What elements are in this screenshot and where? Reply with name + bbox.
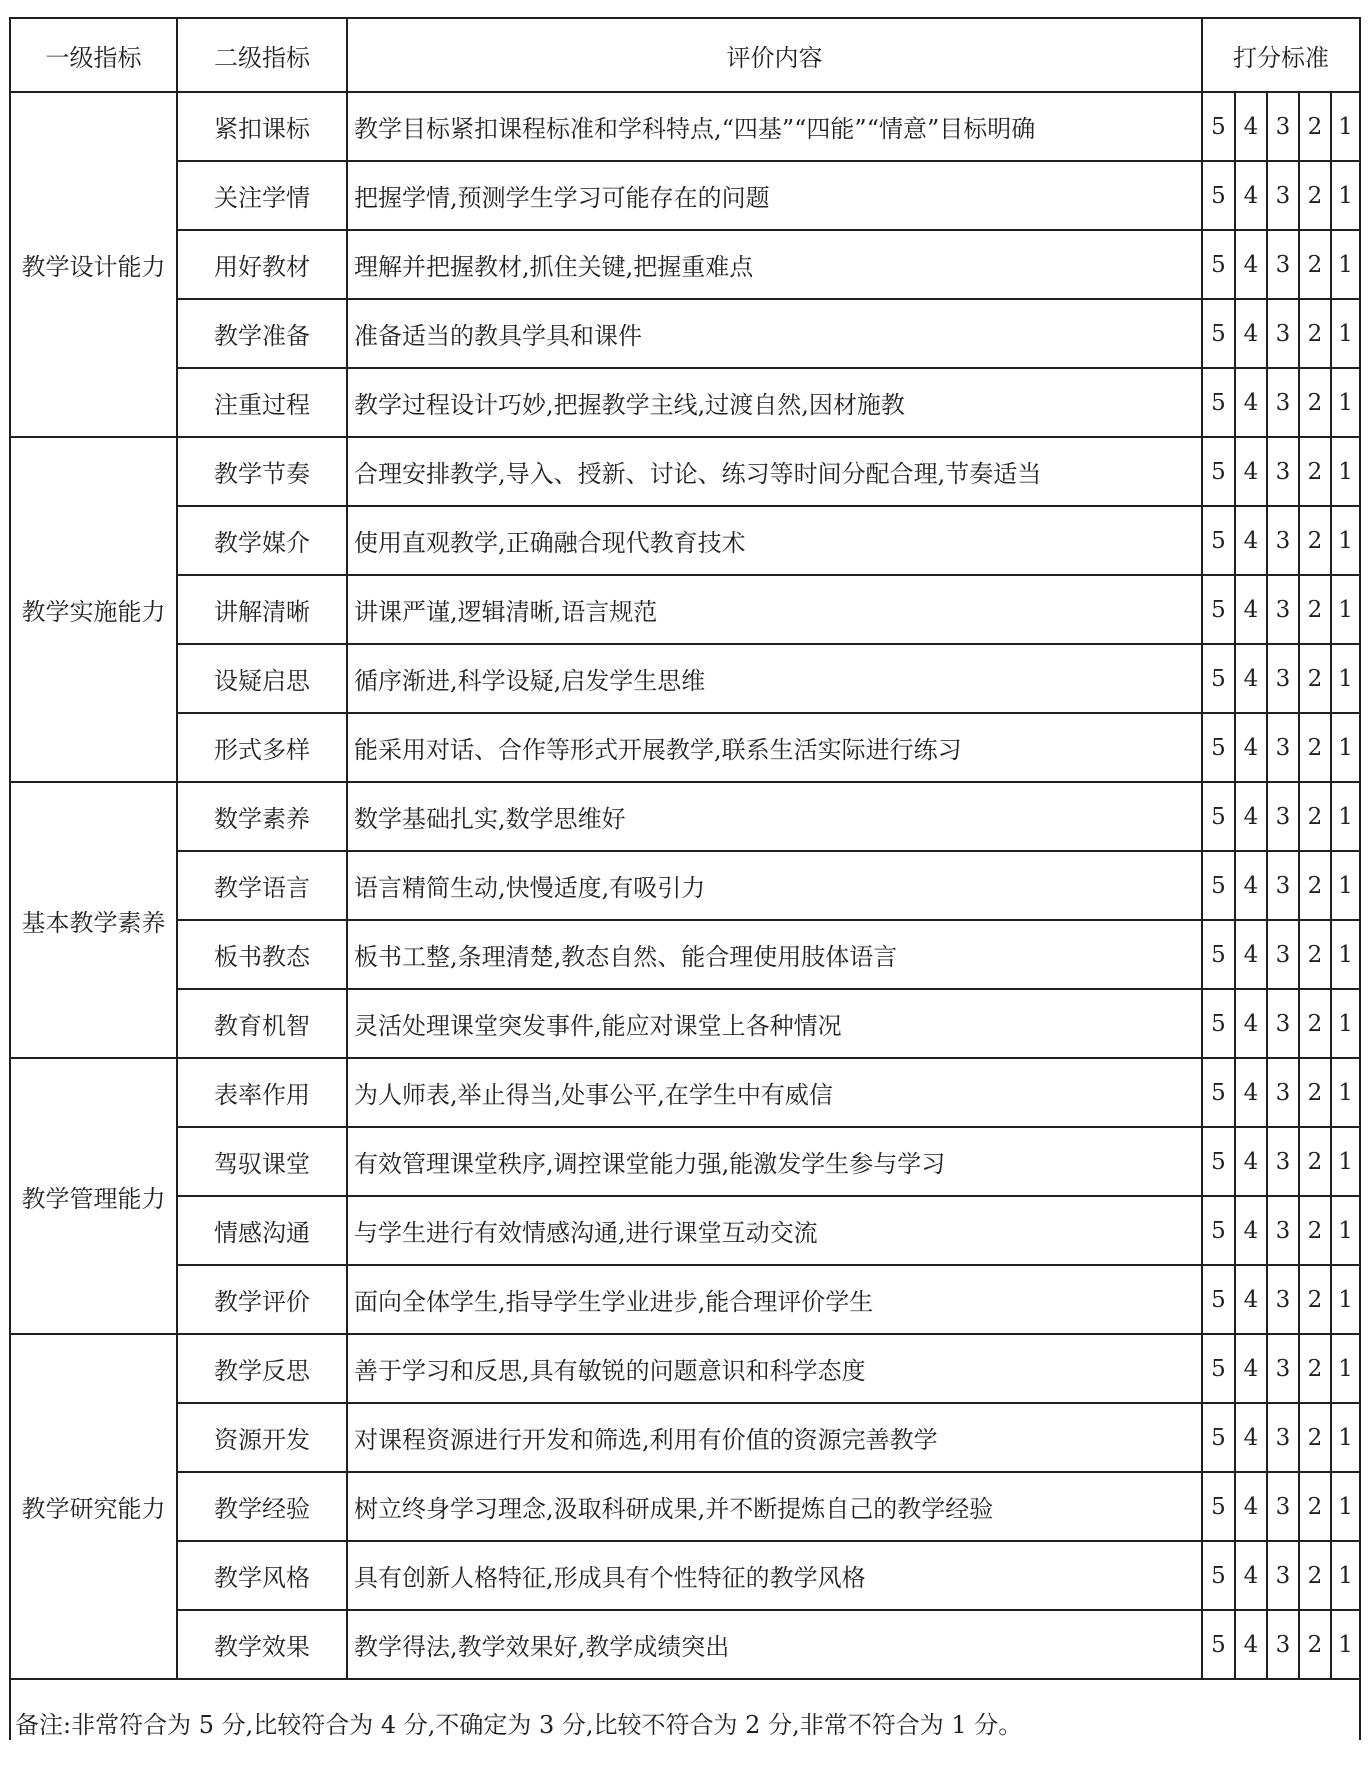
score-option[interactable]: 3 <box>1267 575 1299 644</box>
score-option[interactable]: 4 <box>1235 506 1267 575</box>
level2-indicator: 教学经验 <box>177 1472 347 1541</box>
table-row <box>10 299 1360 368</box>
evaluation-content: 为人师表,举止得当,处事公平,在学生中有威信 <box>347 1058 1202 1127</box>
level2-indicator: 注重过程 <box>177 368 347 437</box>
level2-indicator: 教学媒介 <box>177 506 347 575</box>
score-option[interactable]: 4 <box>1235 713 1267 782</box>
score-option[interactable]: 3 <box>1267 920 1299 989</box>
table-row <box>10 1472 1360 1541</box>
score-option[interactable]: 3 <box>1267 368 1299 437</box>
table-body <box>10 92 1360 1679</box>
score-option[interactable]: 4 <box>1235 575 1267 644</box>
level2-indicator: 教学节奏 <box>177 437 347 506</box>
score-option[interactable]: 1 <box>1331 644 1360 713</box>
table-row <box>10 506 1360 575</box>
evaluation-content: 灵活处理课堂突发事件,能应对课堂上各种情况 <box>347 989 1202 1058</box>
score-option[interactable]: 3 <box>1267 713 1299 782</box>
evaluation-content: 数学基础扎实,数学思维好 <box>347 782 1202 851</box>
score-option[interactable]: 5 <box>1202 1472 1235 1541</box>
score-option[interactable]: 1 <box>1331 1610 1360 1679</box>
score-option[interactable]: 5 <box>1202 368 1235 437</box>
score-option[interactable]: 5 <box>1202 851 1235 920</box>
level1-indicator: 基本教学素养 <box>10 782 177 1058</box>
score-option[interactable]: 2 <box>1299 1610 1331 1679</box>
score-option[interactable]: 4 <box>1235 989 1267 1058</box>
score-option[interactable]: 2 <box>1299 437 1331 506</box>
score-option[interactable]: 4 <box>1235 1058 1267 1127</box>
level1-indicator: 教学管理能力 <box>10 1058 177 1334</box>
score-option[interactable]: 4 <box>1235 1472 1267 1541</box>
header-level1: 一级指标 <box>10 18 177 92</box>
header-level2: 二级指标 <box>177 18 347 92</box>
score-option[interactable]: 5 <box>1202 989 1235 1058</box>
table-row <box>10 368 1360 437</box>
score-option[interactable]: 3 <box>1267 644 1299 713</box>
evaluation-content: 教学过程设计巧妙,把握教学主线,过渡自然,因材施教 <box>347 368 1202 437</box>
level2-indicator: 资源开发 <box>177 1403 347 1472</box>
score-option[interactable]: 3 <box>1267 1403 1299 1472</box>
level2-indicator: 数学素养 <box>177 782 347 851</box>
evaluation-content: 具有创新人格特征,形成具有个性特征的教学风格 <box>347 1541 1202 1610</box>
score-option[interactable]: 1 <box>1331 1265 1360 1334</box>
score-option[interactable]: 5 <box>1202 575 1235 644</box>
score-option[interactable]: 2 <box>1299 230 1331 299</box>
score-option[interactable]: 2 <box>1299 989 1331 1058</box>
table-row <box>10 92 1360 161</box>
evaluation-content: 准备适当的教具学具和课件 <box>347 299 1202 368</box>
score-option[interactable]: 3 <box>1267 989 1299 1058</box>
level2-indicator: 用好教材 <box>177 230 347 299</box>
score-option[interactable]: 4 <box>1235 92 1267 161</box>
score-option[interactable]: 5 <box>1202 92 1235 161</box>
score-option[interactable]: 3 <box>1267 1610 1299 1679</box>
evaluation-content: 合理安排教学,导入、授新、讨论、练习等时间分配合理,节奏适当 <box>347 437 1202 506</box>
score-option[interactable]: 5 <box>1202 644 1235 713</box>
evaluation-content: 板书工整,条理清楚,教态自然、能合理使用肢体语言 <box>347 920 1202 989</box>
score-option[interactable]: 5 <box>1202 230 1235 299</box>
score-option[interactable]: 5 <box>1202 782 1235 851</box>
score-option[interactable]: 4 <box>1235 230 1267 299</box>
score-option[interactable]: 1 <box>1331 851 1360 920</box>
score-option[interactable]: 5 <box>1202 161 1235 230</box>
score-option[interactable]: 1 <box>1331 230 1360 299</box>
score-option[interactable]: 1 <box>1331 575 1360 644</box>
table-row <box>10 851 1360 920</box>
level2-indicator: 形式多样 <box>177 713 347 782</box>
score-option[interactable]: 1 <box>1331 1334 1360 1403</box>
score-option[interactable]: 3 <box>1267 1265 1299 1334</box>
table-row <box>10 1265 1360 1334</box>
score-option[interactable]: 4 <box>1235 1403 1267 1472</box>
table-row <box>10 644 1360 713</box>
table-row <box>10 713 1360 782</box>
level2-indicator: 教学效果 <box>177 1610 347 1679</box>
table-row <box>10 230 1360 299</box>
level2-indicator: 教学反思 <box>177 1334 347 1403</box>
score-option[interactable]: 1 <box>1331 989 1360 1058</box>
header-content: 评价内容 <box>347 18 1202 92</box>
score-option[interactable]: 2 <box>1299 713 1331 782</box>
score-option[interactable]: 3 <box>1267 230 1299 299</box>
score-option[interactable]: 4 <box>1235 161 1267 230</box>
table-row <box>10 1610 1360 1679</box>
evaluation-content: 教学目标紧扣课程标准和学科特点,“四基”“四能”“情意”目标明确 <box>347 92 1202 161</box>
score-option[interactable]: 1 <box>1331 1403 1360 1472</box>
score-option[interactable]: 4 <box>1235 1127 1267 1196</box>
level2-indicator: 表率作用 <box>177 1058 347 1127</box>
score-option[interactable]: 3 <box>1267 1127 1299 1196</box>
score-option[interactable]: 1 <box>1331 161 1360 230</box>
score-option[interactable]: 3 <box>1267 161 1299 230</box>
score-option[interactable]: 1 <box>1331 1127 1360 1196</box>
score-option[interactable]: 2 <box>1299 1472 1331 1541</box>
score-option[interactable]: 1 <box>1331 1196 1360 1265</box>
evaluation-content: 能采用对话、合作等形式开展教学,联系生活实际进行练习 <box>347 713 1202 782</box>
score-option[interactable]: 2 <box>1299 1541 1331 1610</box>
score-option[interactable]: 5 <box>1202 1265 1235 1334</box>
table-row <box>10 1127 1360 1196</box>
level2-indicator: 板书教态 <box>177 920 347 989</box>
score-option[interactable]: 1 <box>1331 299 1360 368</box>
score-option[interactable]: 3 <box>1267 299 1299 368</box>
score-option[interactable]: 4 <box>1235 1610 1267 1679</box>
evaluation-content: 语言精简生动,快慢适度,有吸引力 <box>347 851 1202 920</box>
score-option[interactable]: 3 <box>1267 506 1299 575</box>
score-option[interactable]: 3 <box>1267 851 1299 920</box>
evaluation-content: 与学生进行有效情感沟通,进行课堂互动交流 <box>347 1196 1202 1265</box>
score-option[interactable]: 2 <box>1299 644 1331 713</box>
score-option[interactable]: 5 <box>1202 437 1235 506</box>
score-option[interactable]: 2 <box>1299 1058 1331 1127</box>
score-option[interactable]: 5 <box>1202 1058 1235 1127</box>
score-option[interactable]: 5 <box>1202 920 1235 989</box>
evaluation-sheet <box>9 17 1359 1740</box>
score-option[interactable]: 1 <box>1331 782 1360 851</box>
score-option[interactable]: 5 <box>1202 1334 1235 1403</box>
score-option[interactable]: 2 <box>1299 506 1331 575</box>
score-option[interactable]: 3 <box>1267 92 1299 161</box>
evaluation-content: 对课程资源进行开发和筛选,利用有价值的资源完善教学 <box>347 1403 1202 1472</box>
score-option[interactable]: 1 <box>1331 92 1360 161</box>
score-option[interactable]: 5 <box>1202 299 1235 368</box>
table-row <box>10 1334 1360 1403</box>
evaluation-content: 讲课严谨,逻辑清晰,语言规范 <box>347 575 1202 644</box>
table-row <box>10 437 1360 506</box>
score-option[interactable]: 5 <box>1202 506 1235 575</box>
score-option[interactable]: 2 <box>1299 1265 1331 1334</box>
score-option[interactable]: 4 <box>1235 299 1267 368</box>
header-row <box>10 18 1360 92</box>
evaluation-content: 面向全体学生,指导学生学业进步,能合理评价学生 <box>347 1265 1202 1334</box>
score-option[interactable]: 3 <box>1267 437 1299 506</box>
score-option[interactable]: 5 <box>1202 1127 1235 1196</box>
score-option[interactable]: 5 <box>1202 713 1235 782</box>
score-option[interactable]: 5 <box>1202 1196 1235 1265</box>
score-option[interactable]: 3 <box>1267 1541 1299 1610</box>
level2-indicator: 教学语言 <box>177 851 347 920</box>
score-option[interactable]: 1 <box>1331 1058 1360 1127</box>
score-option[interactable]: 4 <box>1235 1334 1267 1403</box>
score-option[interactable]: 2 <box>1299 92 1331 161</box>
level2-indicator: 教学准备 <box>177 299 347 368</box>
score-option[interactable]: 4 <box>1235 782 1267 851</box>
score-option[interactable]: 5 <box>1202 1541 1235 1610</box>
level2-indicator: 教学风格 <box>177 1541 347 1610</box>
score-option[interactable]: 1 <box>1331 368 1360 437</box>
table-row <box>10 161 1360 230</box>
score-option[interactable]: 2 <box>1299 782 1331 851</box>
table-row <box>10 920 1360 989</box>
evaluation-table <box>9 17 1361 1740</box>
evaluation-content: 善于学习和反思,具有敏锐的问题意识和科学态度 <box>347 1334 1202 1403</box>
table-row <box>10 782 1360 851</box>
table-row <box>10 1403 1360 1472</box>
level2-indicator: 教学评价 <box>177 1265 347 1334</box>
table-row <box>10 1541 1360 1610</box>
level2-indicator: 情感沟通 <box>177 1196 347 1265</box>
evaluation-content: 教学得法,教学效果好,教学成绩突出 <box>347 1610 1202 1679</box>
evaluation-content: 有效管理课堂秩序,调控课堂能力强,能激发学生参与学习 <box>347 1127 1202 1196</box>
note-row <box>10 1679 1360 1740</box>
evaluation-content: 把握学情,预测学生学习可能存在的问题 <box>347 161 1202 230</box>
table-row <box>10 1058 1360 1127</box>
table-row <box>10 989 1360 1058</box>
score-option[interactable]: 2 <box>1299 920 1331 989</box>
score-option[interactable]: 2 <box>1299 1403 1331 1472</box>
score-option[interactable]: 1 <box>1331 713 1360 782</box>
level2-indicator: 驾驭课堂 <box>177 1127 347 1196</box>
level1-indicator: 教学设计能力 <box>10 92 177 437</box>
score-option[interactable]: 2 <box>1299 1334 1331 1403</box>
level2-indicator: 紧扣课标 <box>177 92 347 161</box>
level2-indicator: 讲解清晰 <box>177 575 347 644</box>
score-option[interactable]: 1 <box>1331 920 1360 989</box>
score-option[interactable]: 2 <box>1299 299 1331 368</box>
score-option[interactable]: 5 <box>1202 1403 1235 1472</box>
level2-indicator: 教育机智 <box>177 989 347 1058</box>
score-option[interactable]: 1 <box>1331 1472 1360 1541</box>
score-option[interactable]: 1 <box>1331 437 1360 506</box>
score-option[interactable]: 1 <box>1331 1541 1360 1610</box>
table-row <box>10 575 1360 644</box>
level2-indicator: 关注学情 <box>177 161 347 230</box>
evaluation-content: 理解并把握教材,抓住关键,把握重难点 <box>347 230 1202 299</box>
score-option[interactable]: 1 <box>1331 506 1360 575</box>
score-option[interactable]: 4 <box>1235 920 1267 989</box>
score-option[interactable]: 4 <box>1235 437 1267 506</box>
evaluation-content: 使用直观教学,正确融合现代教育技术 <box>347 506 1202 575</box>
level1-indicator: 教学实施能力 <box>10 437 177 782</box>
score-option[interactable]: 4 <box>1235 851 1267 920</box>
evaluation-content: 树立终身学习理念,汲取科研成果,并不断提炼自己的教学经验 <box>347 1472 1202 1541</box>
score-option[interactable]: 3 <box>1267 1334 1299 1403</box>
score-option[interactable]: 4 <box>1235 1541 1267 1610</box>
score-option[interactable]: 3 <box>1267 1196 1299 1265</box>
score-option[interactable]: 2 <box>1299 161 1331 230</box>
level2-indicator: 设疑启思 <box>177 644 347 713</box>
evaluation-content: 循序渐进,科学设疑,启发学生思维 <box>347 644 1202 713</box>
score-option[interactable]: 4 <box>1235 1265 1267 1334</box>
table-row <box>10 1196 1360 1265</box>
score-option[interactable]: 2 <box>1299 1196 1331 1265</box>
score-option[interactable]: 4 <box>1235 368 1267 437</box>
score-option[interactable]: 2 <box>1299 1127 1331 1196</box>
score-option[interactable]: 5 <box>1202 1610 1235 1679</box>
score-option[interactable]: 3 <box>1267 782 1299 851</box>
header-score: 打分标准 <box>1202 18 1360 92</box>
score-option[interactable]: 4 <box>1235 1196 1267 1265</box>
footnote: 备注:非常符合为 5 分,比较符合为 4 分,不确定为 3 分,比较不符合为 2 分,非常不符合为 1 分。 <box>10 1679 1360 1740</box>
score-option[interactable]: 2 <box>1299 575 1331 644</box>
score-option[interactable]: 3 <box>1267 1472 1299 1541</box>
score-option[interactable]: 4 <box>1235 644 1267 713</box>
score-option[interactable]: 2 <box>1299 851 1331 920</box>
score-option[interactable]: 3 <box>1267 1058 1299 1127</box>
score-option[interactable]: 2 <box>1299 368 1331 437</box>
level1-indicator: 教学研究能力 <box>10 1334 177 1679</box>
